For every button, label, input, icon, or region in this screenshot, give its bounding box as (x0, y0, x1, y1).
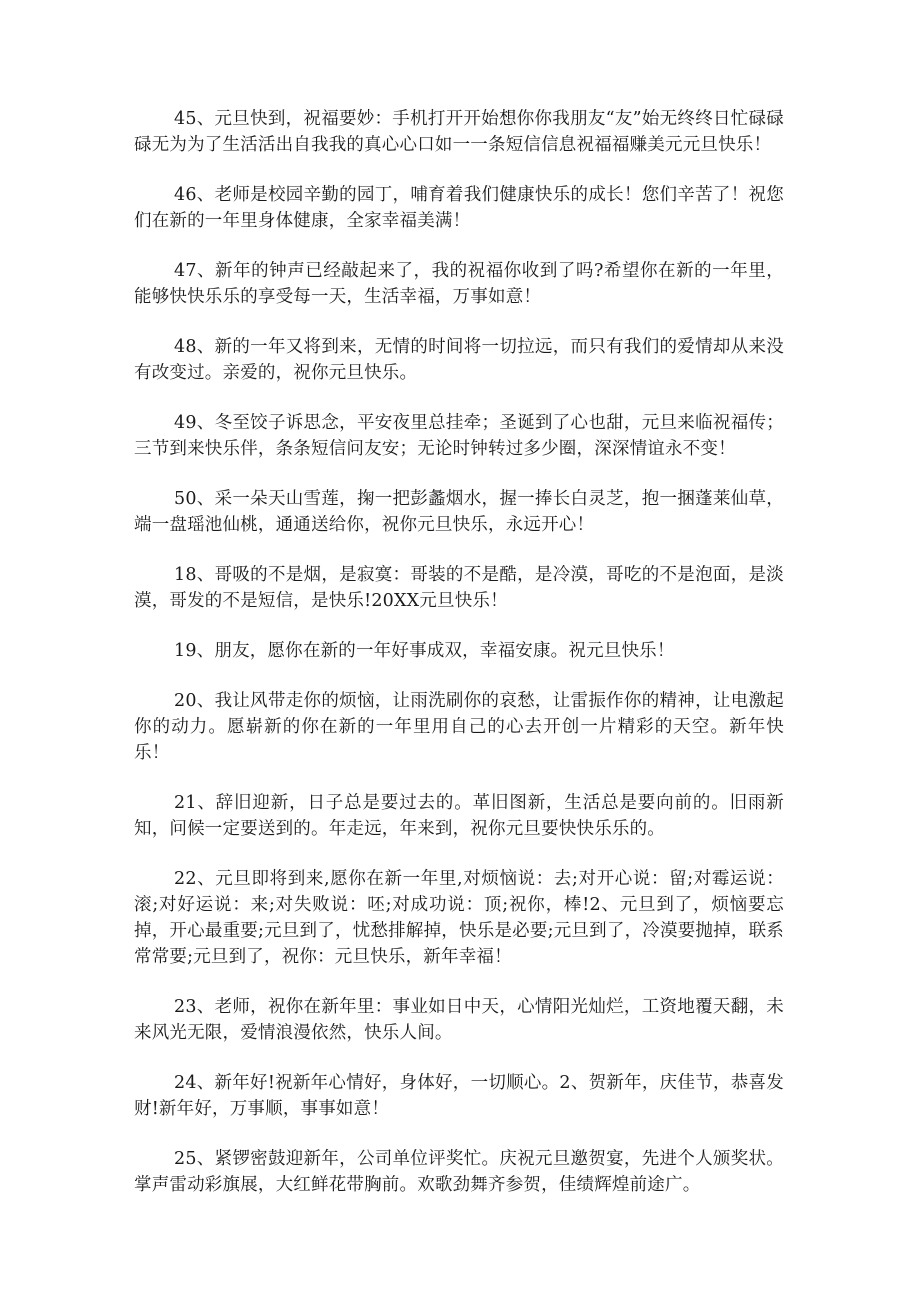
paragraph-48: 48、新的一年又将到来，无情的时间将一切拉远，而只有我们的爱情却从来没有改变过。亲爱的，祝你元旦快乐。 (134, 337, 784, 383)
paragraph-47: 47、新年的钟声已经敲起来了，我的祝福你收到了吗?希望你在新的一年里，能够快快乐乐的享受每一天，生活幸福，万事如意！ (134, 261, 784, 307)
paragraph-45: 45、元旦快到，祝福要妙：手机打开开始想你你我朋友“友”始无终终日忙碌碌碌无为为了生活活出自我我的真心心口如一一条短信信息祝福福赚美元元旦快乐！ (134, 109, 784, 155)
paragraph-46: 46、老师是校园辛勤的园丁，哺育着我们健康快乐的成长！您们辛苦了！祝您们在新的一年里身体健康，全家幸福美满！ (134, 185, 784, 231)
paragraph-23: 23、老师，祝你在新年里：事业如日中天，心情阳光灿烂，工资地覆天翻，未来风光无限，爱情浪漫依然，快乐人间。 (134, 997, 784, 1043)
paragraph-20: 20、我让风带走你的烦恼，让雨洗刷你的哀愁，让雷振作你的精神，让电激起你的动力。愿崭新的你在新的一年里用自己的心去开创一片精彩的天空。新年快乐！ (134, 691, 784, 763)
paragraph-18: 18、哥吸的不是烟，是寂寞：哥装的不是酷，是冷漠，哥吃的不是泡面，是淡漠，哥发的不是短信，是快乐!20XX元旦快乐！ (134, 565, 784, 611)
paragraph-25: 25、紧锣密鼓迎新年，公司单位评奖忙。庆祝元旦邀贺宴，先进个人颁奖状。掌声雷动彩旗展，大红鲜花带胸前。欢歌劲舞齐参贺，佳绩辉煌前途广。 (134, 1149, 784, 1195)
paragraph-50: 50、采一朵天山雪莲，掬一把彭蠡烟水，握一捧长白灵芝，抱一捆蓬莱仙草，端一盘瑶池仙桃，通通送给你，祝你元旦快乐，永远开心！ (134, 489, 784, 535)
paragraph-22: 22、元旦即将到来,愿你在新一年里,对烦恼说：去;对开心说：留;对霉运说：滚;对好运说：来;对失败说：呸;对成功说：顶;祝你，棒!2、元旦到了，烦恼要忘掉，开心最重要;元旦到了，忧愁排解掉，快乐是必要;元旦到了，冷漠要抛掉，联系常常要;元旦到了，祝你：元旦快乐，新年幸福！ (134, 869, 784, 967)
document-body (134, 106, 784, 1222)
paragraph-19: 19、朋友，愿你在新的一年好事成双，幸福安康。祝元旦快乐！ (174, 641, 675, 661)
paragraph-49: 49、冬至饺子诉思念，平安夜里总挂牵；圣诞到了心也甜，元旦来临祝福传；三节到来快乐伴，条条短信问友安；无论时钟转过多少圈，深深情谊永不变！ (134, 413, 784, 459)
paragraph-24: 24、新年好!祝新年心情好，身体好，一切顺心。2、贺新年，庆佳节，恭喜发财!新年好，万事顺，事事如意！ (134, 1073, 784, 1119)
paragraph-21: 21、辞旧迎新，日子总是要过去的。革旧图新，生活总是要向前的。旧雨新知，问候一定要送到的。年走远，年来到，祝你元旦要快快乐乐的。 (134, 793, 784, 839)
